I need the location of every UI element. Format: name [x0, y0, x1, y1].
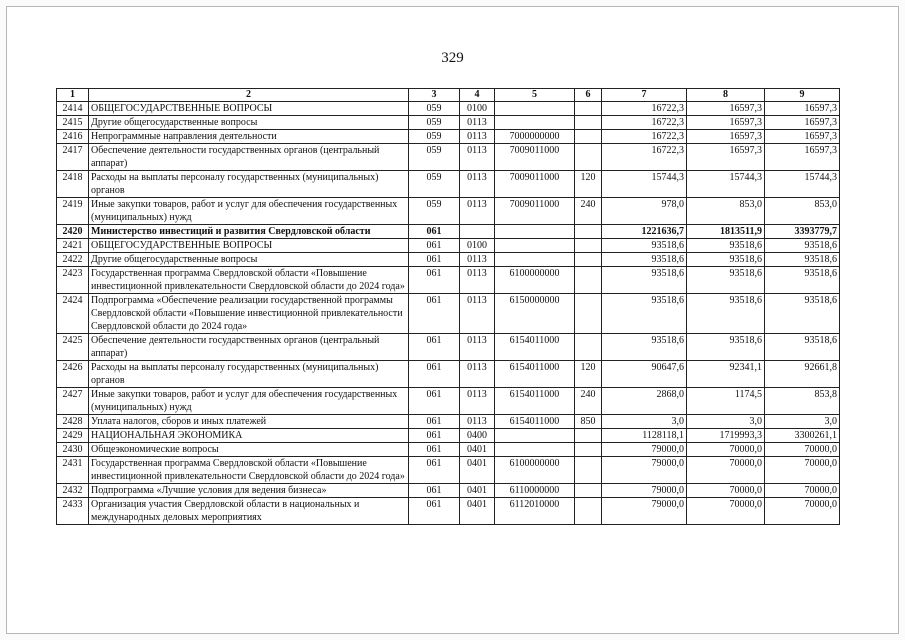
- code-section: 0113: [460, 130, 495, 144]
- table-row: [57, 198, 840, 225]
- code-section: 0113: [460, 116, 495, 130]
- amount-col9: 16597,3: [765, 130, 840, 144]
- code-section: 0113: [460, 294, 495, 334]
- amount-col8: 16597,3: [687, 130, 765, 144]
- table-row: [57, 225, 840, 239]
- amount-col8: 70000,0: [687, 484, 765, 498]
- amount-col7: 93518,6: [602, 294, 687, 334]
- col-header: 9: [765, 89, 840, 102]
- col-header: 3: [409, 89, 460, 102]
- amount-col9: 853,0: [765, 198, 840, 225]
- code-target: 6154011000: [495, 415, 575, 429]
- row-name: Расходы на выплаты персоналу государственных (муниципальных) органов: [89, 171, 409, 198]
- code-type: [575, 239, 602, 253]
- amount-col7: 16722,3: [602, 130, 687, 144]
- row-name: Другие общегосударственные вопросы: [89, 253, 409, 267]
- code-section: 0113: [460, 253, 495, 267]
- code-type: [575, 144, 602, 171]
- row-number: 2414: [57, 102, 89, 116]
- amount-col9: 70000,0: [765, 484, 840, 498]
- code-target: 6150000000: [495, 294, 575, 334]
- amount-col8: 16597,3: [687, 116, 765, 130]
- col-header: 6: [575, 89, 602, 102]
- row-name: Обеспечение деятельности государственных органов (центральный аппарат): [89, 334, 409, 361]
- code-section: 0401: [460, 484, 495, 498]
- amount-col9: 93518,6: [765, 239, 840, 253]
- amount-col8: 15744,3: [687, 171, 765, 198]
- code-admin: 059: [409, 116, 460, 130]
- code-section: 0113: [460, 388, 495, 415]
- table-row: [57, 171, 840, 198]
- page-number: 329: [441, 50, 464, 66]
- code-target: [495, 102, 575, 116]
- code-admin: 059: [409, 102, 460, 116]
- row-name: Организация участия Свердловской области в национальных и международных деловых мероприятиях: [89, 498, 409, 525]
- code-section: 0401: [460, 498, 495, 525]
- row-name: Иные закупки товаров, работ и услуг для обеспечения государственных (муниципальных) нужд: [89, 198, 409, 225]
- code-section: 0113: [460, 144, 495, 171]
- row-number: 2433: [57, 498, 89, 525]
- row-name: ОБЩЕГОСУДАРСТВЕННЫЕ ВОПРОСЫ: [89, 102, 409, 116]
- row-number: 2425: [57, 334, 89, 361]
- row-name: Другие общегосударственные вопросы: [89, 116, 409, 130]
- amount-col8: 3,0: [687, 415, 765, 429]
- table-row: [57, 498, 840, 525]
- amount-col8: 93518,6: [687, 334, 765, 361]
- code-type: 240: [575, 388, 602, 415]
- code-admin: 061: [409, 267, 460, 294]
- row-number: 2429: [57, 429, 89, 443]
- amount-col7: 1221636,7: [602, 225, 687, 239]
- amount-col9: 70000,0: [765, 457, 840, 484]
- row-name: Иные закупки товаров, работ и услуг для обеспечения государственных (муниципальных) нужд: [89, 388, 409, 415]
- amount-col9: 16597,3: [765, 116, 840, 130]
- row-number: 2420: [57, 225, 89, 239]
- amount-col9: 92661,8: [765, 361, 840, 388]
- code-type: 120: [575, 361, 602, 388]
- code-target: 6112010000: [495, 498, 575, 525]
- code-target: 6154011000: [495, 388, 575, 415]
- code-admin: 061: [409, 443, 460, 457]
- amount-col7: 3,0: [602, 415, 687, 429]
- table-row: [57, 253, 840, 267]
- row-name: Государственная программа Свердловской области «Повышение инвестиционной привлекательности Свердловской области до 2024 года»: [89, 267, 409, 294]
- amount-col7: 978,0: [602, 198, 687, 225]
- row-number: 2417: [57, 144, 89, 171]
- amount-col7: 93518,6: [602, 334, 687, 361]
- amount-col8: 70000,0: [687, 498, 765, 525]
- code-section: 0113: [460, 334, 495, 361]
- row-number: 2419: [57, 198, 89, 225]
- code-type: [575, 102, 602, 116]
- row-number: 2427: [57, 388, 89, 415]
- amount-col8: 92341,1: [687, 361, 765, 388]
- code-target: [495, 443, 575, 457]
- amount-col9: 93518,6: [765, 267, 840, 294]
- code-type: [575, 443, 602, 457]
- code-type: 850: [575, 415, 602, 429]
- amount-col7: 1128118,1: [602, 429, 687, 443]
- code-admin: 059: [409, 198, 460, 225]
- amount-col9: 93518,6: [765, 294, 840, 334]
- code-target: [495, 253, 575, 267]
- code-admin: 059: [409, 144, 460, 171]
- amount-col9: 853,8: [765, 388, 840, 415]
- row-name: Уплата налогов, сборов и иных платежей: [89, 415, 409, 429]
- amount-col7: 93518,6: [602, 267, 687, 294]
- row-number: 2430: [57, 443, 89, 457]
- code-section: 0100: [460, 102, 495, 116]
- table-row: [57, 457, 840, 484]
- budget-table: [56, 88, 840, 525]
- amount-col8: 16597,3: [687, 102, 765, 116]
- table-row: [57, 144, 840, 171]
- code-type: [575, 267, 602, 294]
- row-number: 2416: [57, 130, 89, 144]
- amount-col8: 1813511,9: [687, 225, 765, 239]
- code-type: [575, 130, 602, 144]
- amount-col9: 93518,6: [765, 253, 840, 267]
- table-row: [57, 116, 840, 130]
- code-admin: 061: [409, 429, 460, 443]
- code-section: 0113: [460, 198, 495, 225]
- code-target: [495, 429, 575, 443]
- col-header: 1: [57, 89, 89, 102]
- amount-col7: 93518,6: [602, 253, 687, 267]
- amount-col7: 79000,0: [602, 498, 687, 525]
- code-target: 7009011000: [495, 171, 575, 198]
- code-target: [495, 239, 575, 253]
- row-name: Непрограммные направления деятельности: [89, 130, 409, 144]
- code-admin: 061: [409, 484, 460, 498]
- amount-col9: 70000,0: [765, 443, 840, 457]
- code-type: [575, 116, 602, 130]
- code-admin: 061: [409, 388, 460, 415]
- amount-col8: 1174,5: [687, 388, 765, 415]
- amount-col8: 93518,6: [687, 253, 765, 267]
- row-name: Обеспечение деятельности государственных органов (центральный аппарат): [89, 144, 409, 171]
- amount-col7: 79000,0: [602, 484, 687, 498]
- row-number: 2428: [57, 415, 89, 429]
- col-header: 7: [602, 89, 687, 102]
- amount-col8: 1719993,3: [687, 429, 765, 443]
- row-name: ОБЩЕГОСУДАРСТВЕННЫЕ ВОПРОСЫ: [89, 239, 409, 253]
- header-row: [57, 89, 840, 102]
- amount-col9: 3,0: [765, 415, 840, 429]
- row-number: 2415: [57, 116, 89, 130]
- row-number: 2423: [57, 267, 89, 294]
- code-admin: 061: [409, 225, 460, 239]
- amount-col8: 70000,0: [687, 443, 765, 457]
- row-name: Подпрограмма «Лучшие условия для ведения бизнеса»: [89, 484, 409, 498]
- code-section: 0113: [460, 361, 495, 388]
- table-row: [57, 267, 840, 294]
- table-row: [57, 361, 840, 388]
- table-row: [57, 388, 840, 415]
- amount-col9: 70000,0: [765, 498, 840, 525]
- amount-col7: 93518,6: [602, 239, 687, 253]
- amount-col9: 16597,3: [765, 144, 840, 171]
- col-header: 8: [687, 89, 765, 102]
- row-number: 2426: [57, 361, 89, 388]
- table-row: [57, 429, 840, 443]
- row-name: Расходы на выплаты персоналу государственных (муниципальных) органов: [89, 361, 409, 388]
- code-section: 0113: [460, 267, 495, 294]
- table-row: [57, 102, 840, 116]
- amount-col7: 16722,3: [602, 144, 687, 171]
- col-header: 4: [460, 89, 495, 102]
- code-target: 7009011000: [495, 198, 575, 225]
- code-target: 6154011000: [495, 334, 575, 361]
- row-number: 2422: [57, 253, 89, 267]
- table-row: [57, 239, 840, 253]
- code-target: 7000000000: [495, 130, 575, 144]
- code-type: 240: [575, 198, 602, 225]
- amount-col7: 16722,3: [602, 102, 687, 116]
- amount-col7: 79000,0: [602, 443, 687, 457]
- amount-col7: 79000,0: [602, 457, 687, 484]
- code-admin: 059: [409, 130, 460, 144]
- table-row: [57, 130, 840, 144]
- amount-col9: 16597,3: [765, 102, 840, 116]
- amount-col7: 15744,3: [602, 171, 687, 198]
- code-type: [575, 225, 602, 239]
- amount-col9: 15744,3: [765, 171, 840, 198]
- amount-col8: 16597,3: [687, 144, 765, 171]
- code-admin: 061: [409, 294, 460, 334]
- amount-col8: 93518,6: [687, 294, 765, 334]
- code-type: [575, 484, 602, 498]
- row-number: 2424: [57, 294, 89, 334]
- amount-col9: 3393779,7: [765, 225, 840, 239]
- code-target: [495, 116, 575, 130]
- code-type: [575, 253, 602, 267]
- table-row: [57, 443, 840, 457]
- amount-col9: 93518,6: [765, 334, 840, 361]
- code-admin: 061: [409, 334, 460, 361]
- code-target: 6100000000: [495, 457, 575, 484]
- table-row: [57, 484, 840, 498]
- code-type: [575, 429, 602, 443]
- table-row: [57, 334, 840, 361]
- amount-col7: 90647,6: [602, 361, 687, 388]
- code-type: [575, 457, 602, 484]
- row-name: Подпрограмма «Обеспечение реализации государственной программы Свердловской области «Повышение инвестиционной привлекательности Свердловской области до 2024 года»: [89, 294, 409, 334]
- row-name: Государственная программа Свердловской области «Повышение инвестиционной привлекательности Свердловской области до 2024 года»: [89, 457, 409, 484]
- amount-col8: 70000,0: [687, 457, 765, 484]
- amount-col8: 93518,6: [687, 239, 765, 253]
- amount-col7: 2868,0: [602, 388, 687, 415]
- code-section: 0401: [460, 457, 495, 484]
- amount-col8: 93518,6: [687, 267, 765, 294]
- code-type: 120: [575, 171, 602, 198]
- code-section: 0401: [460, 443, 495, 457]
- code-admin: 061: [409, 239, 460, 253]
- code-section: 0113: [460, 171, 495, 198]
- code-target: 6100000000: [495, 267, 575, 294]
- row-number: 2418: [57, 171, 89, 198]
- row-name: Общеэкономические вопросы: [89, 443, 409, 457]
- col-header: 2: [89, 89, 409, 102]
- amount-col9: 3300261,1: [765, 429, 840, 443]
- code-target: 7009011000: [495, 144, 575, 171]
- code-target: 6154011000: [495, 361, 575, 388]
- row-number: 2432: [57, 484, 89, 498]
- row-number: 2421: [57, 239, 89, 253]
- code-section: 0100: [460, 239, 495, 253]
- table-row: [57, 294, 840, 334]
- code-admin: 059: [409, 171, 460, 198]
- code-admin: 061: [409, 415, 460, 429]
- amount-col7: 16722,3: [602, 116, 687, 130]
- code-section: 0400: [460, 429, 495, 443]
- code-admin: 061: [409, 457, 460, 484]
- code-section: 0113: [460, 415, 495, 429]
- code-target: [495, 225, 575, 239]
- code-section: [460, 225, 495, 239]
- col-header: 5: [495, 89, 575, 102]
- code-type: [575, 498, 602, 525]
- table-row: [57, 415, 840, 429]
- amount-col8: 853,0: [687, 198, 765, 225]
- row-number: 2431: [57, 457, 89, 484]
- code-type: [575, 334, 602, 361]
- code-target: 6110000000: [495, 484, 575, 498]
- code-type: [575, 294, 602, 334]
- code-admin: 061: [409, 253, 460, 267]
- code-admin: 061: [409, 498, 460, 525]
- code-admin: 061: [409, 361, 460, 388]
- row-name: Министерство инвестиций и развития Свердловской области: [89, 225, 409, 239]
- row-name: НАЦИОНАЛЬНАЯ ЭКОНОМИКА: [89, 429, 409, 443]
